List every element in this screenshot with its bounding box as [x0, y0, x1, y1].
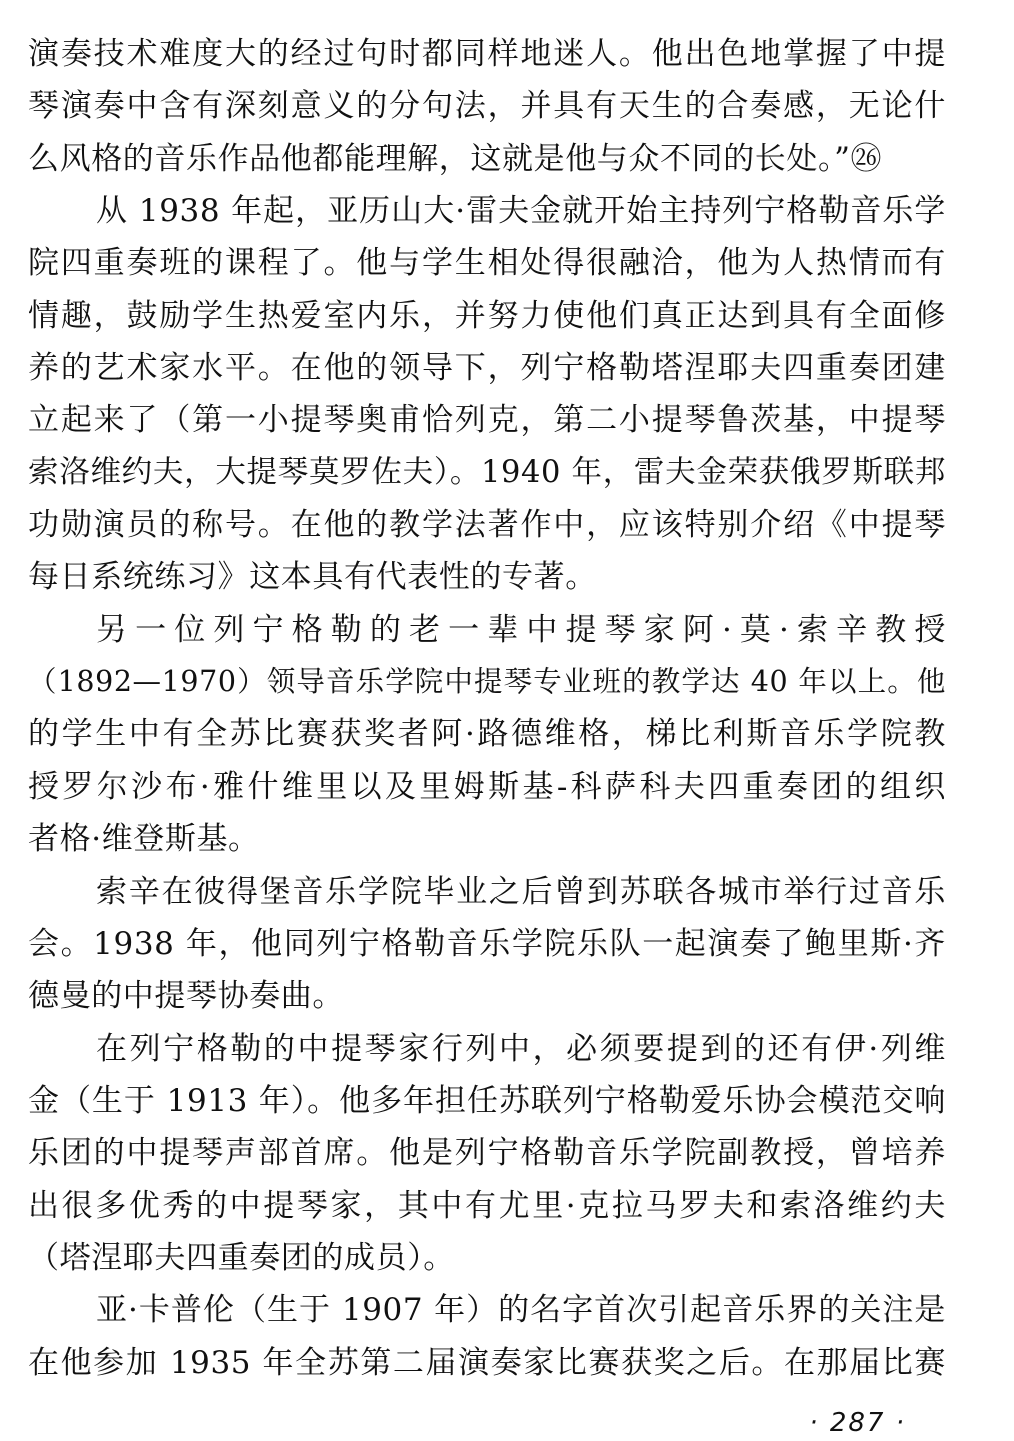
text-line: 乐团的中提琴声部首席。他是列宁格勒音乐学院副教授，曾培养	[28, 1135, 946, 1172]
text-line: 功勋演员的称号。在他的教学法著作中，应该特别介绍《中提琴	[28, 507, 946, 544]
text-line: 在他参加 1935 年全苏第二届演奏家比赛获奖之后。在那届比赛	[28, 1344, 946, 1381]
text-line: 德曼的中提琴协奏曲。	[28, 978, 344, 1015]
text-line: 在列宁格勒的中提琴家行列中，必须要提到的还有伊·列维	[96, 1030, 946, 1067]
paragraph-5	[28, 1023, 946, 1285]
text-line: 情趣，鼓励学生热爱室内乐，并努力使他们真正达到具有全面修	[28, 297, 946, 334]
text-line: （塔涅耶夫四重奏团的成员）。	[28, 1239, 455, 1276]
text-line: 的学生中有全苏比赛获奖者阿·路德维格，梯比利斯音乐学院教	[28, 716, 946, 753]
text-line: 么风格的音乐作品他都能理解，这就是他与众不同的长处。”㉖	[28, 140, 883, 177]
text-line: 亚·卡普伦（生于 1907 年）的名字首次引起音乐界的关注是	[96, 1292, 946, 1329]
text-line: 会。1938 年，他同列宁格勒音乐学院乐队一起演奏了鲍里斯·齐	[28, 925, 946, 962]
text-line: 金（生于 1913 年）。他多年担任苏联列宁格勒爱乐协会模范交响	[28, 1082, 946, 1119]
text-line: 每日系统练习》这本具有代表性的专著。	[28, 559, 597, 596]
text-line: 立起来了（第一小提琴奥甫恰列克，第二小提琴鲁茨基，中提琴	[28, 402, 946, 439]
paragraph-1	[28, 28, 946, 185]
text-line: 演奏技术难度大的经过句时都同样地迷人。他出色地掌握了中提	[28, 36, 946, 72]
text-line: 另一位列宁格勒的老一辈中提琴家阿·莫·索辛教授	[96, 611, 946, 648]
text-line: 养的艺术家水平。在他的领导下，列宁格勒塔涅耶夫四重奏团建	[28, 350, 946, 387]
text-line: 授罗尔沙布·雅什维里以及里姆斯基-科萨科夫四重奏团的组织	[28, 768, 946, 805]
paragraph-3	[28, 604, 946, 866]
paragraph-2	[28, 185, 946, 604]
text-line: （1892—1970）领导音乐学院中提琴专业班的教学达 40 年以上。他	[28, 665, 946, 699]
text-line: 琴演奏中含有深刻意义的分句法，并具有天生的合奏感，无论什	[28, 88, 946, 125]
text-line: 者格·维登斯基。	[28, 821, 260, 858]
text-line: 院四重奏班的课程了。他与学生相处得很融洽，他为人热情而有	[28, 245, 946, 282]
text-line: 出很多优秀的中提琴家，其中有尤里·克拉马罗夫和索洛维约夫	[28, 1187, 946, 1224]
paragraph-4	[28, 866, 946, 1023]
body-text	[28, 28, 946, 1389]
paragraph-6	[28, 1284, 946, 1389]
text-line: 索洛维约夫，大提琴莫罗佐夫）。1940 年，雷夫金荣获俄罗斯联邦	[28, 454, 946, 490]
text-line: 索辛在彼得堡音乐学院毕业之后曾到苏联各城市举行过音乐	[96, 873, 946, 910]
page-number: · 287 ·	[809, 1408, 906, 1438]
text-line: 从 1938 年起，亚历山大·雷夫金就开始主持列宁格勒音乐学	[96, 193, 946, 230]
